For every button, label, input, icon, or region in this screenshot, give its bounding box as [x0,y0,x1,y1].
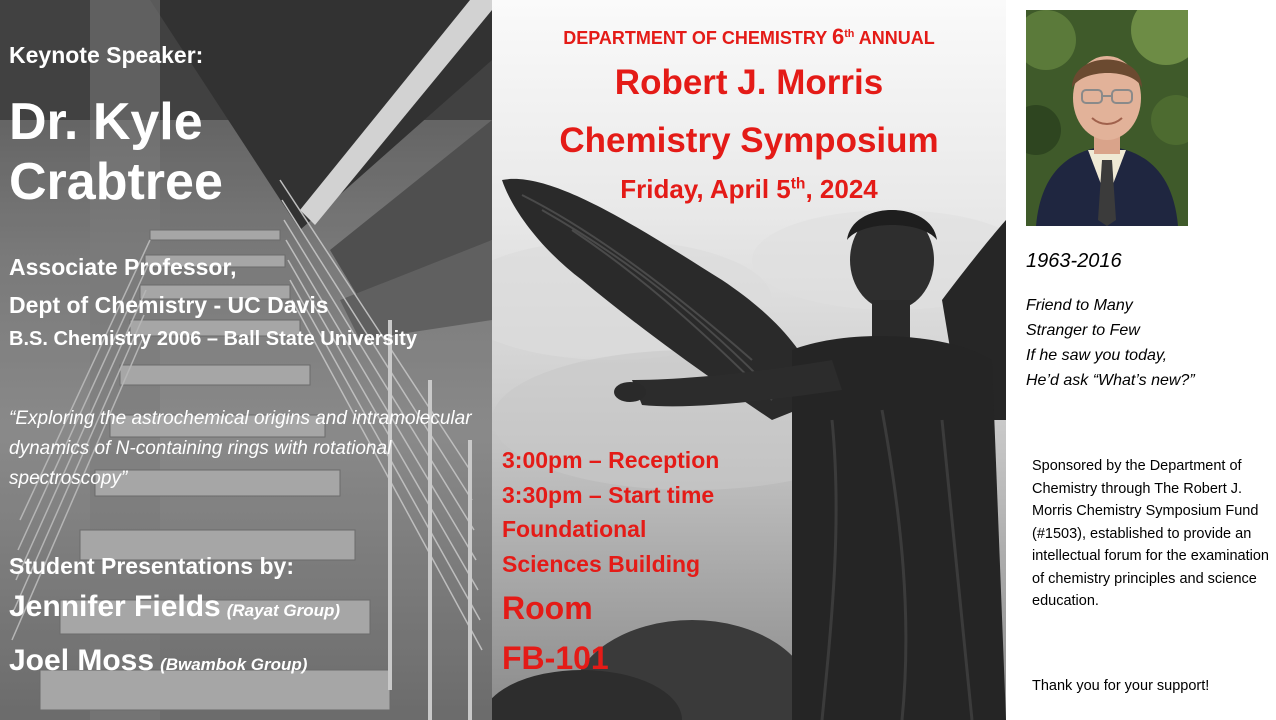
schedule-start-time: 3:30pm – Start time [502,482,715,508]
speaker-degree: B.S. Chemistry 2006 – Ball State University [9,328,417,350]
speaker-department: Dept of Chemistry - UC Davis [9,292,329,318]
student-presenter [9,590,340,624]
talk-title: “Exploring the astrochemical origins and intramolecular dynamics of N-containing rings with rotational spectroscopy” [9,408,472,489]
event-name-line1: Robert J. Morris [614,63,884,102]
date-prefix: Friday, April 5 [620,174,791,204]
venue-line2: Sciences Building [502,551,701,577]
venue-line1: Foundational [502,516,647,542]
poem-line: If he saw you today, [1026,347,1168,364]
keynote-label: Keynote Speaker: [9,42,204,68]
date-year: , 2024 [805,174,878,204]
memorial-portrait [1026,10,1188,226]
speaker-name-line2: Crabtree [9,153,223,211]
memorial-years: 1963-2016 [1026,250,1122,272]
poem-line: He’d ask “What’s new?” [1026,372,1195,389]
event-panel [492,0,1006,720]
keynote-panel [0,0,492,720]
room-label: Room [502,590,593,626]
thanks-text: Thank you for your support! [1032,678,1210,694]
ordinal-number: 6 [831,24,845,49]
sponsor-text: Sponsored by the Department of Chemistry through The Robert J. Morris Chemistry Symposium Fund (#1503), established to provide an intellectual forum for the examination of chemistry principles and science education. [1032,458,1269,609]
portrait-photo [1026,10,1188,226]
student-name: Joel Moss [9,644,155,677]
speaker-name [9,92,223,212]
student-name: Jennifer Fields [9,590,221,623]
memorial-panel [1006,0,1276,720]
poem-line: Friend to Many [1026,297,1133,314]
speaker-name-line1: Dr. Kyle [9,93,203,151]
event-series-heading [492,24,1006,50]
schedule-reception: 3:00pm – Reception [502,447,720,473]
student-group: (Bwambok Group) [160,655,308,674]
ordinal-suffix: th [844,28,855,40]
poem-line: Stranger to Few [1026,322,1140,339]
annual-word: ANNUAL [858,28,935,48]
event-name-line2: Chemistry Symposium [559,121,939,160]
dept-prefix: DEPARTMENT OF CHEMISTRY [563,28,827,48]
room-number: FB-101 [502,640,609,676]
date-suffix: th [790,175,806,193]
event-date [492,174,1006,205]
student-group: (Rayat Group) [226,601,341,620]
student-presenter [9,644,307,678]
speaker-title: Associate Professor, [9,254,237,280]
students-label: Student Presentations by: [9,553,294,579]
